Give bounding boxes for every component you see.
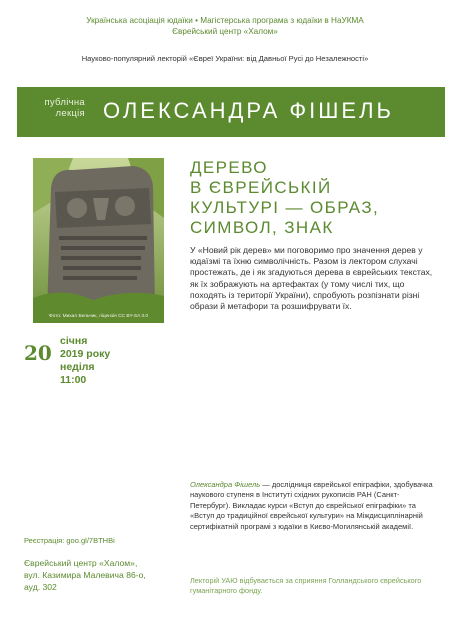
event-day: 20 (24, 341, 52, 365)
event-weekday: неділя (60, 361, 95, 373)
sponsor-note: Лекторій УАЮ відбувається за сприяння Голландського єврейського гуманітарного фонду. (190, 576, 422, 595)
title-line: СИМВОЛ, ЗНАК (190, 218, 334, 237)
speaker-bio (190, 480, 434, 532)
lecture-type-line-1: публічна (44, 97, 85, 108)
venue-line: Єврейський центр «Халом», (24, 558, 138, 568)
lecture-title (190, 158, 430, 238)
lecture-type-label (35, 97, 85, 119)
gravestone-image (33, 158, 164, 323)
bio-speaker-name: Олександра Фішель (190, 480, 261, 489)
event-time: 11:00 (60, 374, 87, 386)
gravestone-photo (33, 158, 164, 323)
venue-line: вул. Казимира Малевича 86-о, (24, 570, 146, 580)
organizers-header (0, 15, 450, 37)
center-line: Єврейський центр «Халом» (172, 27, 278, 36)
lecture-description: У «Новий рік дерев» ми поговоримо про значення дерев у юдаїзмі та їхню символічність. Разом із лектором слухачі простежать, де і як згадуються дерева в єврейських текстах, як їх зображують на артефактах (у тому числі тих, що походять із території України), спробують розпізнати різні образи й метафори та розшифрувати їх. (190, 245, 433, 312)
speaker-name: ОЛЕКСАНДРА ФІШЕЛЬ (103, 98, 394, 123)
lecture-type-line-2: лекція (55, 108, 85, 119)
organizers-line: Українська асоціація юдаїки • Магістерська програма з юдаїки в НаУКМА (86, 16, 364, 25)
title-line: В ЄВРЕЙСЬКІЙ (190, 178, 332, 197)
venue-line: ауд. 302 (24, 582, 57, 592)
title-line: КУЛЬТУРІ — ОБРАЗ, (190, 198, 380, 217)
lecture-series-line: Науково-популярний лекторій «Євреї України: від Давньої Русі до Незалежності» (81, 54, 369, 63)
bio-text: — дослідниця єврейської епіграфіки, здобувачка наукового ступеня в Інституті східних рукописів РАН (Санкт-Петербург). Викладає курси «Вступ до єврейської епіграфіки» та «Вступ до традиційної єврейської культури» на Міждисциплінарній сертифікатній програмі з юдаїки в Києво-Могилянській академії. (190, 480, 433, 531)
title-line: ДЕРЕВО (190, 158, 268, 177)
event-month: січня (60, 335, 88, 347)
venue-address (24, 557, 146, 593)
photo-credit: Фото: Михал Бельчик, ліцензія CC BY-SA 3.0 (48, 314, 149, 319)
speaker-banner (17, 87, 445, 137)
event-date-details (60, 335, 110, 387)
registration-link[interactable]: Реєстрація: goo.gl/7BTHBi (24, 536, 115, 545)
event-year: 2019 року (60, 348, 111, 360)
